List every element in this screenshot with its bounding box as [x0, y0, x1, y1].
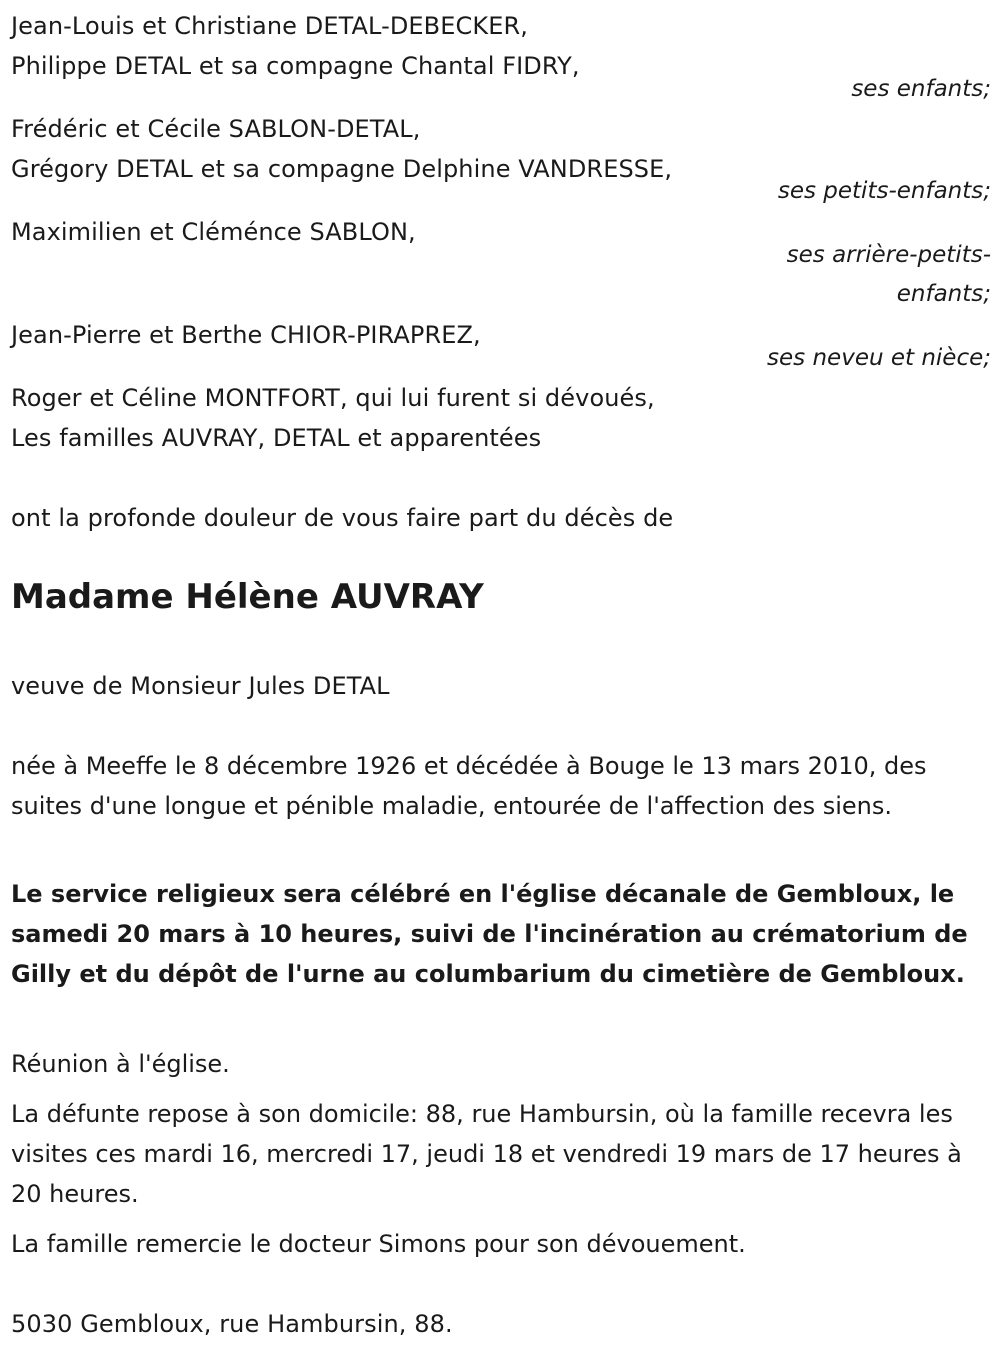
child-line-2: Philippe DETAL et sa compagne Chantal FIDRY,: [11, 52, 580, 80]
thanks-paragraph: La famille remercie le docteur Simons pour son dévouement.: [11, 1230, 746, 1258]
others-line-1: Roger et Céline MONTFORT, qui lui furent si dévoués,: [11, 384, 655, 412]
visitation-paragraph: La défunte repose à son domicile: 88, rue Hambursin, où la famille recevra les visites ces mardi 16, mercredi 17, jeudi 18 et vendredi 19 mars de 17 heures à 20 heures.: [11, 1100, 962, 1208]
grandchild-line-2: Grégory DETAL et sa compagne Delphine VANDRESSE,: [11, 155, 673, 183]
deceased-name: Madame Hélène AUVRAY: [11, 577, 484, 617]
announcement-text: ont la profonde douleur de vous faire part du décès de: [11, 504, 674, 532]
child-line-1: Jean-Louis et Christiane DETAL-DEBECKER,: [11, 12, 528, 40]
grandchildren-role: ses petits-enfants;: [777, 178, 991, 204]
great-grandchildren-role-2: enfants;: [896, 281, 991, 307]
others-line-2: Les familles AUVRAY, DETAL et apparentées: [11, 424, 542, 452]
nephew-niece-role: ses neveu et nièce;: [767, 345, 991, 371]
widow-of: veuve de Monsieur Jules DETAL: [11, 672, 390, 700]
address-line: 5030 Gembloux, rue Hambursin, 88.: [11, 1310, 453, 1338]
birth-death-paragraph: née à Meeffe le 8 décembre 1926 et décédée à Bouge le 13 mars 2010, des suites d'une longue et pénible maladie, entourée de l'affection des siens.: [11, 752, 927, 820]
children-role: ses enfants;: [851, 76, 991, 102]
meeting-paragraph: Réunion à l'église.: [11, 1050, 230, 1078]
nephew-niece-line: Jean-Pierre et Berthe CHIOR-PIRAPREZ,: [11, 321, 481, 349]
great-grandchild-line: Maximilien et Cléménce SABLON,: [11, 218, 416, 246]
service-paragraph: Le service religieux sera célébré en l'église décanale de Gembloux, le samedi 20 mars à 10 heures, suivi de l'incinération au crématorium de Gilly et du dépôt de l'urne au columbarium du cimetière de Gembloux.: [11, 880, 968, 988]
grandchild-line-1: Frédéric et Cécile SABLON-DETAL,: [11, 115, 421, 143]
great-grandchildren-role-1: ses arrière-petits-: [786, 242, 991, 268]
